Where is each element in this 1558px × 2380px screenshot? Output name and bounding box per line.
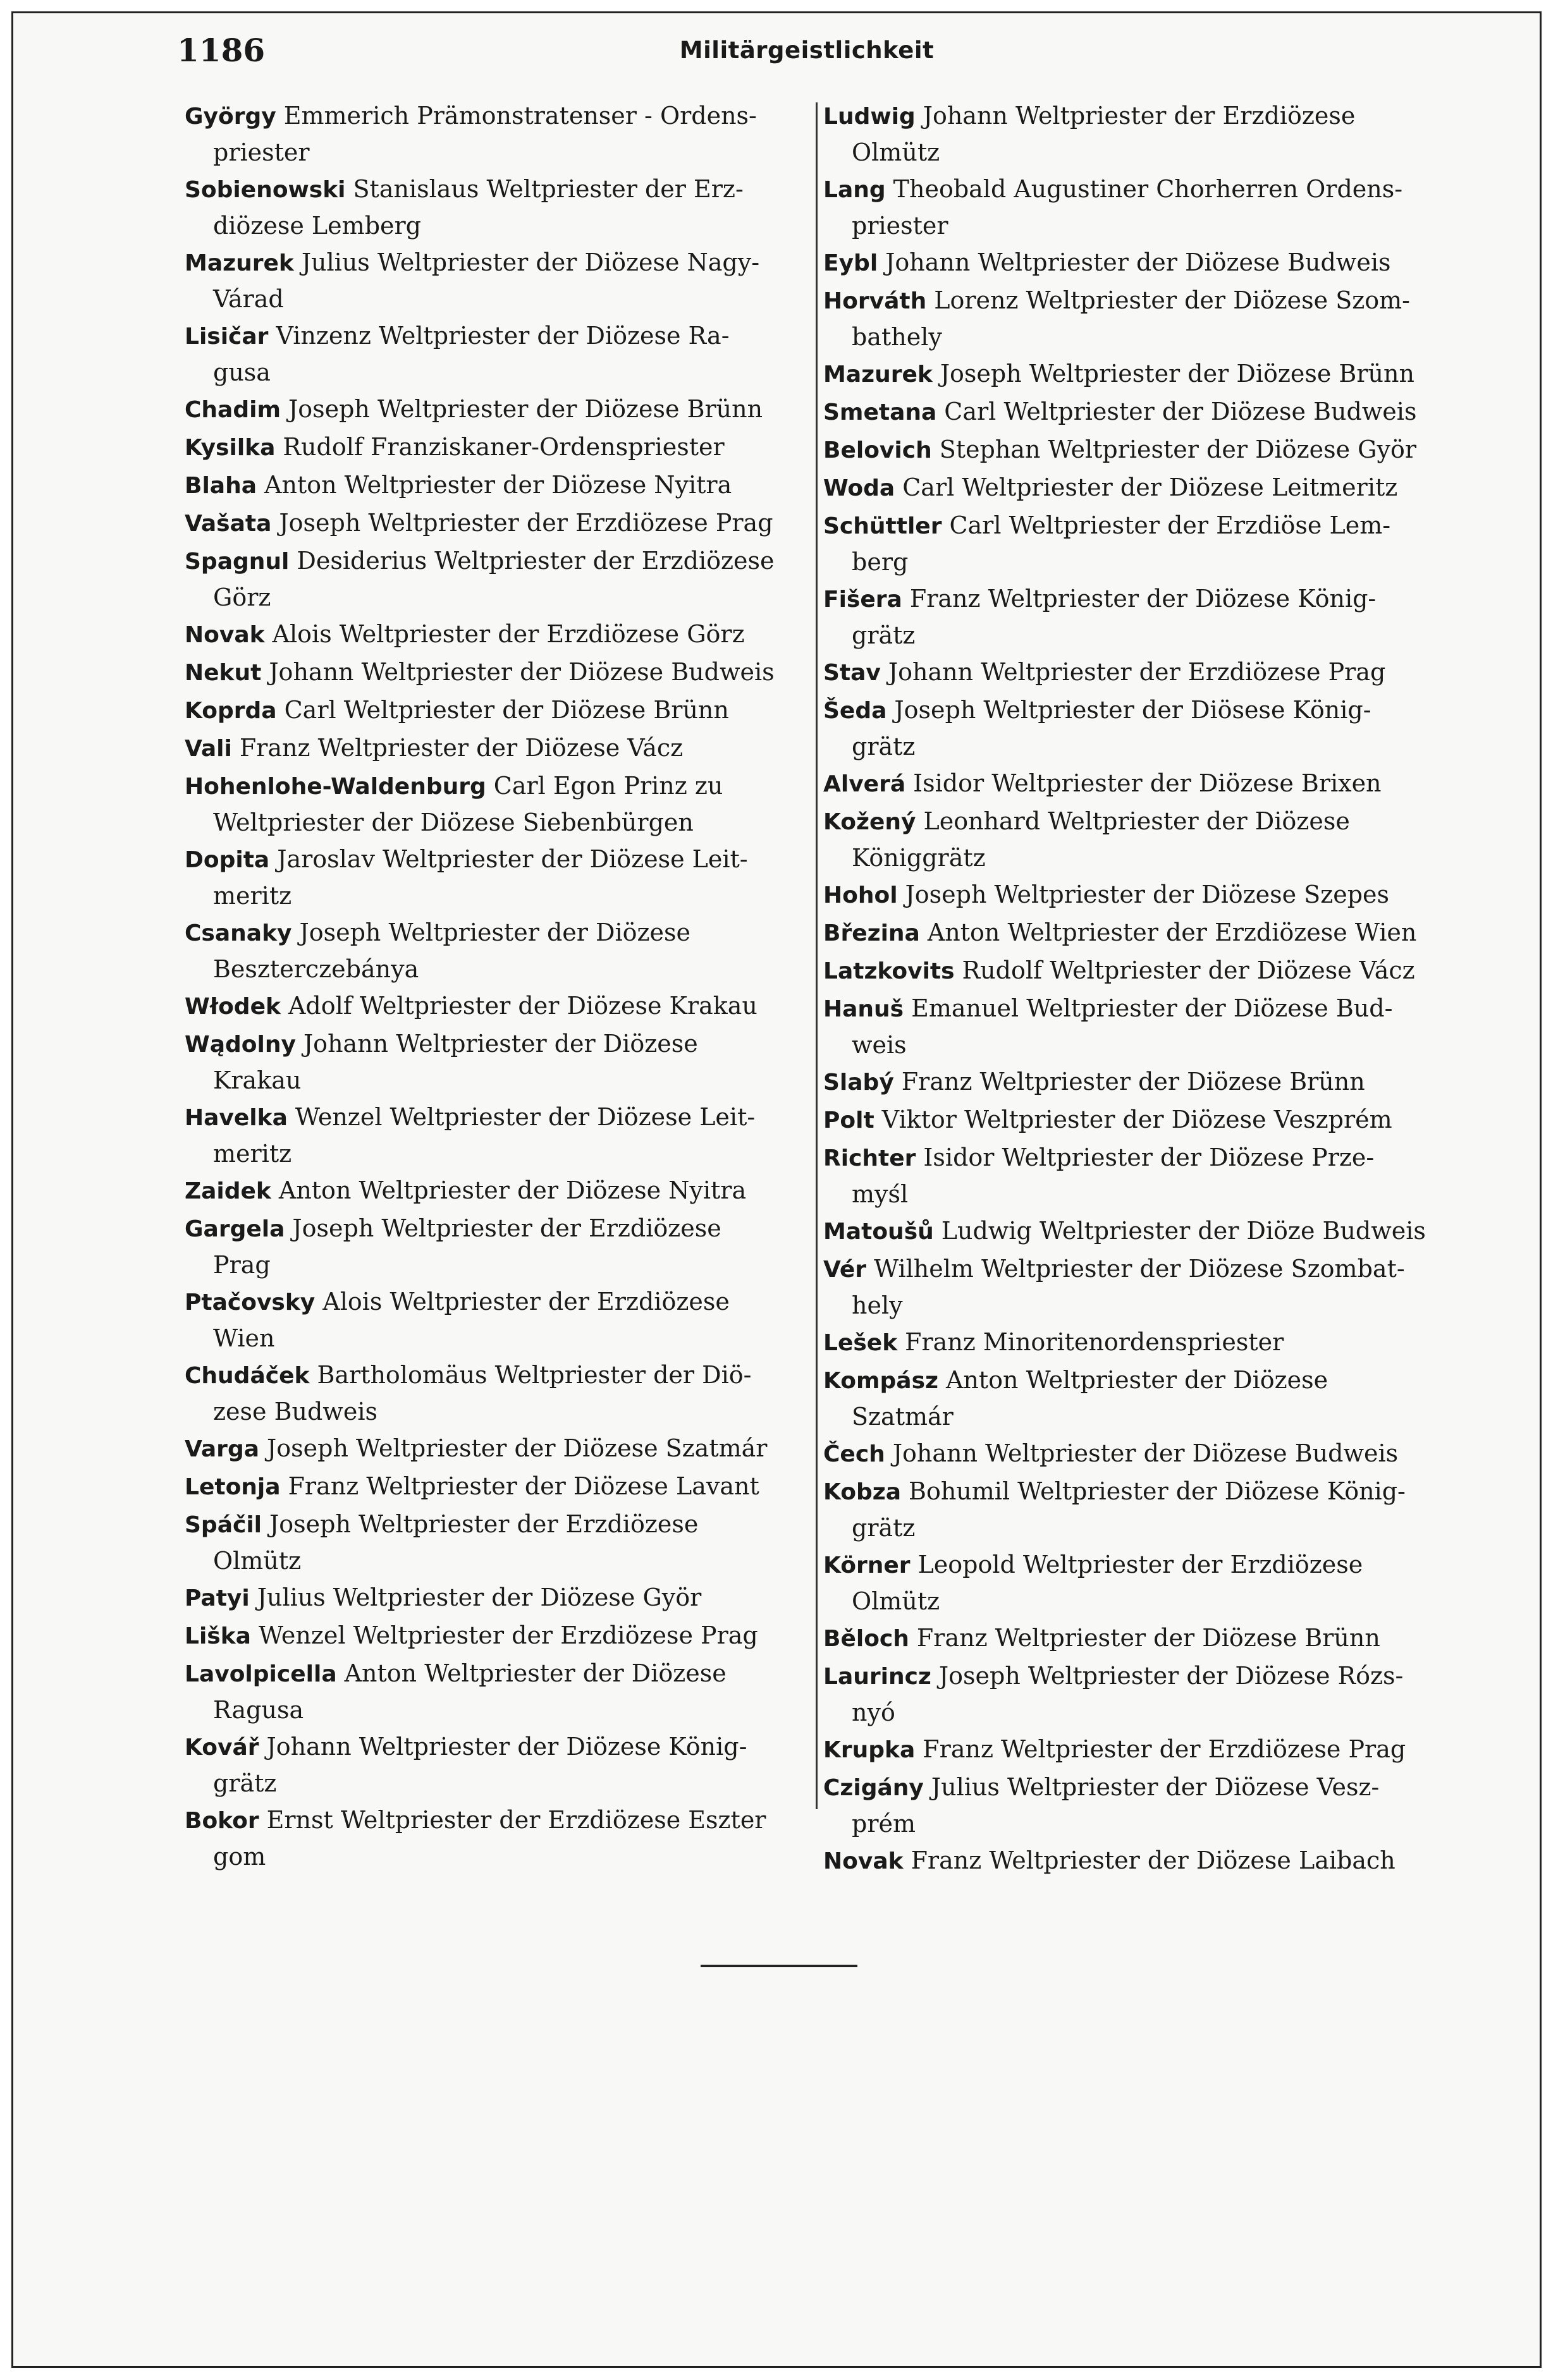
entry-surname: Kovář [185,1735,259,1761]
entry-description: Desiderius Weltpriester der Erzdiözese [297,547,775,575]
left-column [185,98,811,1876]
entry-continuation: priester [852,212,948,240]
entry-surname: Horváth [823,288,927,314]
list-entry [823,654,1454,691]
entry-surname: Matoušů [823,1219,934,1245]
list-entry [185,654,811,691]
entry-description: Johann Weltpriester der Diözese [303,1030,698,1058]
entry-description: Emanuel Weltpriester der Diözese Bud- [911,994,1393,1022]
entry-description: Joseph Weltpriester der Diözese [299,918,691,946]
entry-description: Johann Weltpriester der Erzdiözese Prag [888,658,1386,686]
entry-surname: Csanaky [185,920,292,946]
entry-continuation: bathely [852,323,942,351]
list-entry [823,1362,1454,1434]
entry-continuation: grätz [852,1514,916,1542]
list-entry [823,1620,1454,1657]
entry-surname: Šeda [823,698,887,724]
entry-surname: Krupka [823,1737,916,1763]
entry-surname: Wądolny [185,1032,296,1058]
entry-continuation: grätz [213,1769,277,1797]
list-entry [185,1580,811,1616]
list-entry [823,245,1454,281]
entry-surname: Smetana [823,400,937,425]
entry-description: Stephan Weltpriester der Diözese Györ [939,436,1417,463]
list-entry [823,803,1454,876]
page-header [177,32,1437,82]
entry-description: Johann Weltpriester der Diözese König- [266,1733,747,1761]
entry-description: Carl Weltpriester der Diözese Budweis [944,398,1417,425]
entry-surname: Włodek [185,994,281,1020]
entry-continuation: Görz [213,583,271,611]
entry-surname: Běloch [823,1626,909,1652]
entry-description: Anton Weltpriester der Erzdiözese Wien [927,918,1417,946]
entry-description: Joseph Weltpriester der Erzdiözese Prag [279,509,773,537]
list-entry [823,1474,1454,1546]
entry-description: Carl Weltpriester der Diözese Leitmeritz [902,473,1398,501]
list-entry [185,1802,811,1874]
list-entry [185,730,811,767]
entry-continuation: Prag [213,1251,271,1279]
entry-surname: Richter [823,1145,916,1171]
entry-description: Isidor Weltpriester der Diözese Prze- [923,1144,1375,1171]
entry-description: Carl Egon Prinz zu [493,772,723,800]
entry-surname: Varga [185,1436,260,1462]
entry-description: Adolf Weltpriester der Diözese Krakau [288,992,758,1020]
entry-continuation: Olmütz [213,1547,302,1575]
list-entry [185,1099,811,1171]
list-entry [185,768,811,840]
entry-description: Franz Weltpriester der Diözese Brünn [901,1068,1365,1095]
entry-description: Johann Weltpriester der Erzdiözese [923,102,1356,130]
entry-description: Johann Weltpriester der Diözese Budweis [269,658,775,686]
entry-surname: Vašata [185,511,272,537]
entry-description: Viktor Weltpriester der Diözese Veszprém [881,1106,1392,1133]
list-entry [823,98,1454,170]
entry-continuation: Beszterczebánya [213,955,419,983]
entry-surname: Fišera [823,587,902,613]
entry-description: Bartholomäus Weltpriester der Diö- [317,1361,752,1389]
entry-surname: Novak [823,1848,904,1874]
list-entry [185,1618,811,1654]
entry-surname: Kobza [823,1479,902,1505]
list-entry [185,1729,811,1801]
entry-continuation: diözese Lemberg [213,212,421,240]
entry-description: Joseph Weltpriester der Diözese Brünn [288,395,763,423]
list-entry [185,1026,811,1098]
entry-continuation: Olmütz [852,1587,940,1615]
entry-continuation: Krakau [213,1066,302,1094]
list-entry [823,432,1454,468]
entry-surname: Koprda [185,698,277,724]
entry-description: Joseph Weltpriester der Diözese Brünn [940,360,1414,388]
list-entry [185,988,811,1025]
entry-surname: Polt [823,1108,874,1133]
list-entry [823,1251,1454,1323]
list-entry [185,1506,811,1578]
entry-description: Franz Weltpriester der Diözese Lavant [288,1472,759,1500]
entry-surname: Čech [823,1441,885,1467]
list-entry [185,467,811,504]
entry-continuation: Wien [213,1324,275,1352]
entry-surname: Chudáček [185,1363,310,1389]
list-entry [185,429,811,466]
list-entry [823,915,1454,951]
list-entry [185,505,811,542]
entry-description: Franz Weltpriester der Erzdiözese Prag [923,1735,1406,1763]
entry-description: Lorenz Weltpriester der Diözese Szom- [934,286,1411,314]
list-entry [185,171,811,243]
page-number: 1186 [177,32,266,69]
entry-surname: Hanuš [823,996,904,1022]
list-entry [823,1843,1454,1879]
entry-description: Franz Weltpriester der Diözese Laibach [911,1846,1395,1874]
entry-description: Stanislaus Weltpriester der Erz- [353,175,744,203]
list-entry [823,1658,1454,1730]
entry-description: Julius Weltpriester der Diözese Nagy- [301,248,760,276]
entry-surname: Woda [823,475,895,501]
entry-description: Isidor Weltpriester der Diözese Brixen [913,769,1382,797]
list-entry [185,1431,811,1467]
entry-surname: Liška [185,1623,251,1649]
entry-description: Leonhard Weltpriester der Diözese [923,807,1350,835]
entry-description: Anton Weltpriester der Diözese Nyitra [264,471,732,499]
list-entry [185,1284,811,1356]
entry-description: Franz Minoritenordenspriester [905,1328,1284,1356]
entry-description: Johann Weltpriester der Diözese Budweis [885,248,1391,276]
entry-surname: Schüttler [823,513,942,539]
entry-continuation: berg [852,548,909,576]
entry-description: Bohumil Weltpriester der Diözese König- [909,1477,1406,1505]
entry-surname: Letonja [185,1474,281,1500]
list-entry [823,1140,1454,1212]
entry-description: Anton Weltpriester der Diözese [344,1659,727,1687]
list-entry [823,953,1454,989]
entry-continuation: myśl [852,1180,909,1208]
entry-description: Joseph Weltpriester der Diözese Szepes [905,881,1390,908]
entry-description: Franz Weltpriester der Diözese Brünn [916,1624,1380,1652]
entry-description: Franz Weltpriester der Diözese Vácz [239,734,684,762]
entry-description: Anton Weltpriester der Diözese [945,1366,1328,1394]
entry-surname: Lešek [823,1330,898,1356]
entry-description: Julius Weltpriester der Diözese Györ [257,1584,702,1611]
entry-description: Leopold Weltpriester der Erzdiözese [917,1551,1363,1578]
entry-surname: Laurincz [823,1664,931,1690]
entry-description: Wenzel Weltpriester der Erzdiözese Prag [258,1621,758,1649]
list-entry [823,991,1454,1063]
entry-surname: Lang [823,177,886,203]
column-divider [816,102,818,1809]
list-entry [823,877,1454,913]
list-entry [185,391,811,428]
entry-surname: György [185,104,276,130]
entry-continuation: meritz [213,882,292,910]
list-entry [823,1769,1454,1841]
list-entry [185,1357,811,1429]
entry-surname: Körner [823,1553,911,1578]
entry-description: Julius Weltpriester der Diözese Vesz- [931,1773,1380,1801]
entry-continuation: zese Budweis [213,1398,377,1425]
entry-surname: Novak [185,622,265,648]
entry-continuation: hely [852,1291,903,1319]
entry-description: Alois Weltpriester der Erzdiözese Görz [272,620,745,648]
entry-surname: Bokor [185,1808,259,1834]
entry-surname: Vali [185,736,232,762]
list-entry [823,508,1454,580]
list-entry [823,692,1454,764]
entry-description: Wilhelm Weltpriester der Diözese Szombat- [874,1255,1405,1283]
entry-description: Joseph Weltpriester der Diösese König- [894,696,1371,724]
entry-surname: Slabý [823,1070,894,1095]
entry-continuation: gom [213,1843,266,1870]
list-entry [185,1211,811,1283]
entry-surname: Dopita [185,847,270,873]
entry-continuation: priester [213,138,310,166]
entry-description: Joseph Weltpriester der Diözese Rózs- [938,1662,1404,1690]
list-entry [823,1547,1454,1619]
entry-surname: Březina [823,920,920,946]
entry-surname: Gargela [185,1216,285,1242]
entry-surname: Patyi [185,1585,250,1611]
entry-surname: Latzkovits [823,958,955,984]
entry-description: Wenzel Weltpriester der Diözese Leit- [295,1103,756,1131]
entry-continuation: Ragusa [213,1696,304,1724]
entry-surname: Spáčil [185,1512,262,1538]
list-entry [823,1731,1454,1768]
list-entry [185,98,811,170]
entry-continuation: Szatmár [852,1403,954,1431]
list-entry [823,470,1454,506]
entry-surname: Nekut [185,660,262,686]
entry-continuation: Olmütz [852,138,940,166]
entry-surname: Stav [823,660,881,686]
list-entry [823,394,1454,430]
entry-description: Vinzenz Weltpriester der Diözese Ra- [276,322,730,350]
list-entry [185,543,811,615]
list-entry [823,1213,1454,1250]
entry-description: Franz Weltpriester der Diözese König- [909,585,1377,613]
entry-surname: Alverá [823,771,906,797]
list-entry [185,841,811,913]
list-entry [185,692,811,729]
entry-surname: Hohol [823,882,898,908]
entry-surname: Belovich [823,437,932,463]
entry-surname: Vér [823,1257,867,1283]
entry-surname: Eybl [823,250,878,276]
entry-continuation: Weltpriester der Diözese Siebenbürgen [213,809,694,836]
entry-continuation: meritz [213,1140,292,1168]
entry-description: Joseph Weltpriester der Erzdiözese [269,1510,699,1538]
list-entry [823,766,1454,802]
entry-description: Rudolf Weltpriester der Diözese Vácz [962,956,1415,984]
entry-surname: Kožený [823,809,916,835]
entry-surname: Spagnul [185,549,290,575]
right-column [823,98,1454,1881]
entry-surname: Havelka [185,1105,288,1131]
entry-description: Joseph Weltpriester der Diözese Szatmár [267,1434,768,1462]
entry-continuation: Königgrätz [852,844,986,872]
list-entry [823,581,1454,653]
end-rule [701,1965,857,1967]
list-entry [823,356,1454,393]
entry-surname: Hohenlohe-Waldenburg [185,774,486,800]
list-entry [823,283,1454,355]
list-entry [823,1064,1454,1101]
list-entry [823,1436,1454,1472]
entry-surname: Mazurek [823,362,933,388]
entry-description: Ernst Weltpriester der Erzdiözese Eszter [266,1806,766,1834]
entry-continuation: Várad [213,285,284,313]
entry-surname: Chadim [185,397,281,423]
list-entry [185,318,811,390]
list-entry [185,1656,811,1728]
entry-surname: Sobienowski [185,177,346,203]
entry-surname: Ludwig [823,104,916,130]
running-title: Militärgeistlichkeit [679,37,935,64]
entry-continuation: grätz [852,733,916,760]
entry-description: Joseph Weltpriester der Erzdiözese [292,1214,721,1242]
entry-surname: Kysilka [185,435,276,461]
entry-surname: Ptačovsky [185,1290,316,1315]
entry-description: Emmerich Prämonstratenser - Ordens- [283,102,757,130]
entry-description: Theobald Augustiner Chorherren Ordens- [893,175,1403,203]
entry-continuation: nyó [852,1699,895,1726]
list-entry [185,245,811,317]
entry-description: Anton Weltpriester der Diözese Nyitra [278,1176,747,1204]
list-entry [185,1468,811,1505]
list-entry [823,1102,1454,1138]
entry-surname: Czigány [823,1775,924,1801]
list-entry [823,1324,1454,1361]
entry-description: Carl Weltpriester der Diözese Brünn [284,696,729,724]
entry-description: Carl Weltpriester der Erzdiöse Lem- [949,511,1391,539]
entry-surname: Lisičar [185,324,269,350]
list-entry [185,1173,811,1209]
entry-surname: Kompász [823,1368,938,1394]
entry-continuation: grätz [852,621,916,649]
entry-description: Ludwig Weltpriester der Diöze Budweis [941,1217,1426,1245]
entry-surname: Zaidek [185,1178,271,1204]
list-entry [185,616,811,653]
entry-surname: Lavolpicella [185,1661,337,1687]
entry-surname: Mazurek [185,250,294,276]
entry-continuation: prém [852,1810,916,1838]
list-entry [823,171,1454,243]
entry-description: Johann Weltpriester der Diözese Budweis [892,1439,1399,1467]
list-entry [185,915,811,987]
entry-continuation: weis [852,1031,907,1059]
entry-continuation: gusa [213,358,271,386]
entry-description: Rudolf Franziskaner-Ordenspriester [283,433,725,461]
entry-description: Alois Weltpriester der Erzdiözese [322,1288,730,1315]
entry-description: Jaroslav Weltpriester der Diözese Leit- [277,845,748,873]
entry-surname: Blaha [185,473,257,499]
